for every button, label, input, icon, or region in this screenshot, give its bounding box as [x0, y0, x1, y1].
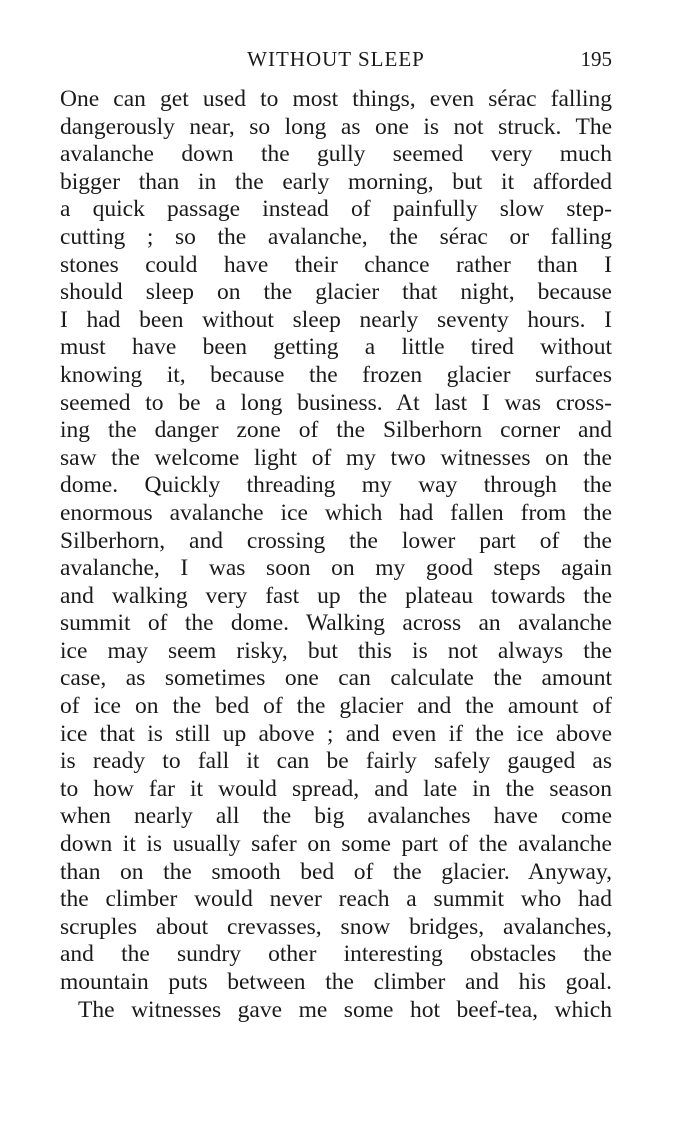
text-line: is ready to fall it can be fairly safely gauged as	[60, 748, 612, 775]
text-line: One can get used to most things, even sérac falling	[60, 86, 612, 112]
text-line: ice that is still up above ; and even if the ice above	[60, 720, 612, 747]
text-line: ing the danger zone of the Silberhorn corner and	[60, 417, 612, 444]
text-line: the climber would never reach a summit who had	[60, 886, 612, 913]
text-line: to how far it would spread, and late in the season	[60, 775, 612, 802]
text-line: avalanche down the gully seemed very much	[60, 141, 612, 168]
text-line: The witnesses gave me some hot beef-tea, which	[78, 996, 612, 1023]
running-title: WITHOUT SLEEP	[247, 47, 425, 71]
text-line: Silberhorn, and crossing the lower part of the	[60, 527, 612, 554]
body-text	[60, 86, 612, 1024]
text-line: bigger than in the early morning, but it afforded	[60, 168, 612, 195]
text-line: when nearly all the big avalanches have come	[60, 803, 612, 830]
text-line: case, as sometimes one can calculate the amount	[60, 665, 612, 692]
text-line: scruples about crevasses, snow bridges, avalanches,	[60, 913, 612, 940]
text-line: cutting ; so the avalanche, the sérac or falling	[60, 223, 612, 250]
text-line: dangerously near, so long as one is not struck. The	[60, 113, 612, 140]
text-line: dome. Quickly threading my way through the	[60, 472, 612, 499]
text-line: than on the smooth bed of the glacier. Anyway,	[60, 858, 612, 885]
text-line: and walking very fast up the plateau towards the	[60, 582, 612, 609]
text-line: saw the welcome light of my two witnesses on the	[60, 444, 612, 471]
text-line: avalanche, I was soon on my good steps again	[60, 555, 612, 582]
text-line: a quick passage instead of painfully slow step-	[60, 196, 612, 223]
text-line: stones could have their chance rather than I	[60, 251, 612, 278]
text-line: enormous avalanche ice which had fallen from the	[60, 499, 612, 526]
text-line: I had been without sleep nearly seventy hours. I	[60, 306, 612, 333]
text-line: knowing it, because the frozen glacier surfaces	[60, 361, 612, 388]
text-line: of ice on the bed of the glacier and the amount of	[60, 693, 612, 720]
text-line: must have been getting a little tired without	[60, 334, 612, 361]
text-line: and the sundry other interesting obstacles the	[60, 941, 612, 968]
text-line: mountain puts between the climber and his goal.	[60, 969, 612, 995]
text-line: should sleep on the glacier that night, because	[60, 279, 612, 306]
text-line: down it is usually safer on some part of the avalanche	[60, 831, 612, 858]
text-line: ice may seem risky, but this is not always the	[60, 637, 612, 664]
text-line: summit of the dome. Walking across an avalanche	[60, 610, 612, 637]
running-head	[60, 44, 612, 74]
page-number: 195	[580, 47, 612, 71]
text-line: seemed to be a long business. At last I was cross-	[60, 389, 612, 416]
